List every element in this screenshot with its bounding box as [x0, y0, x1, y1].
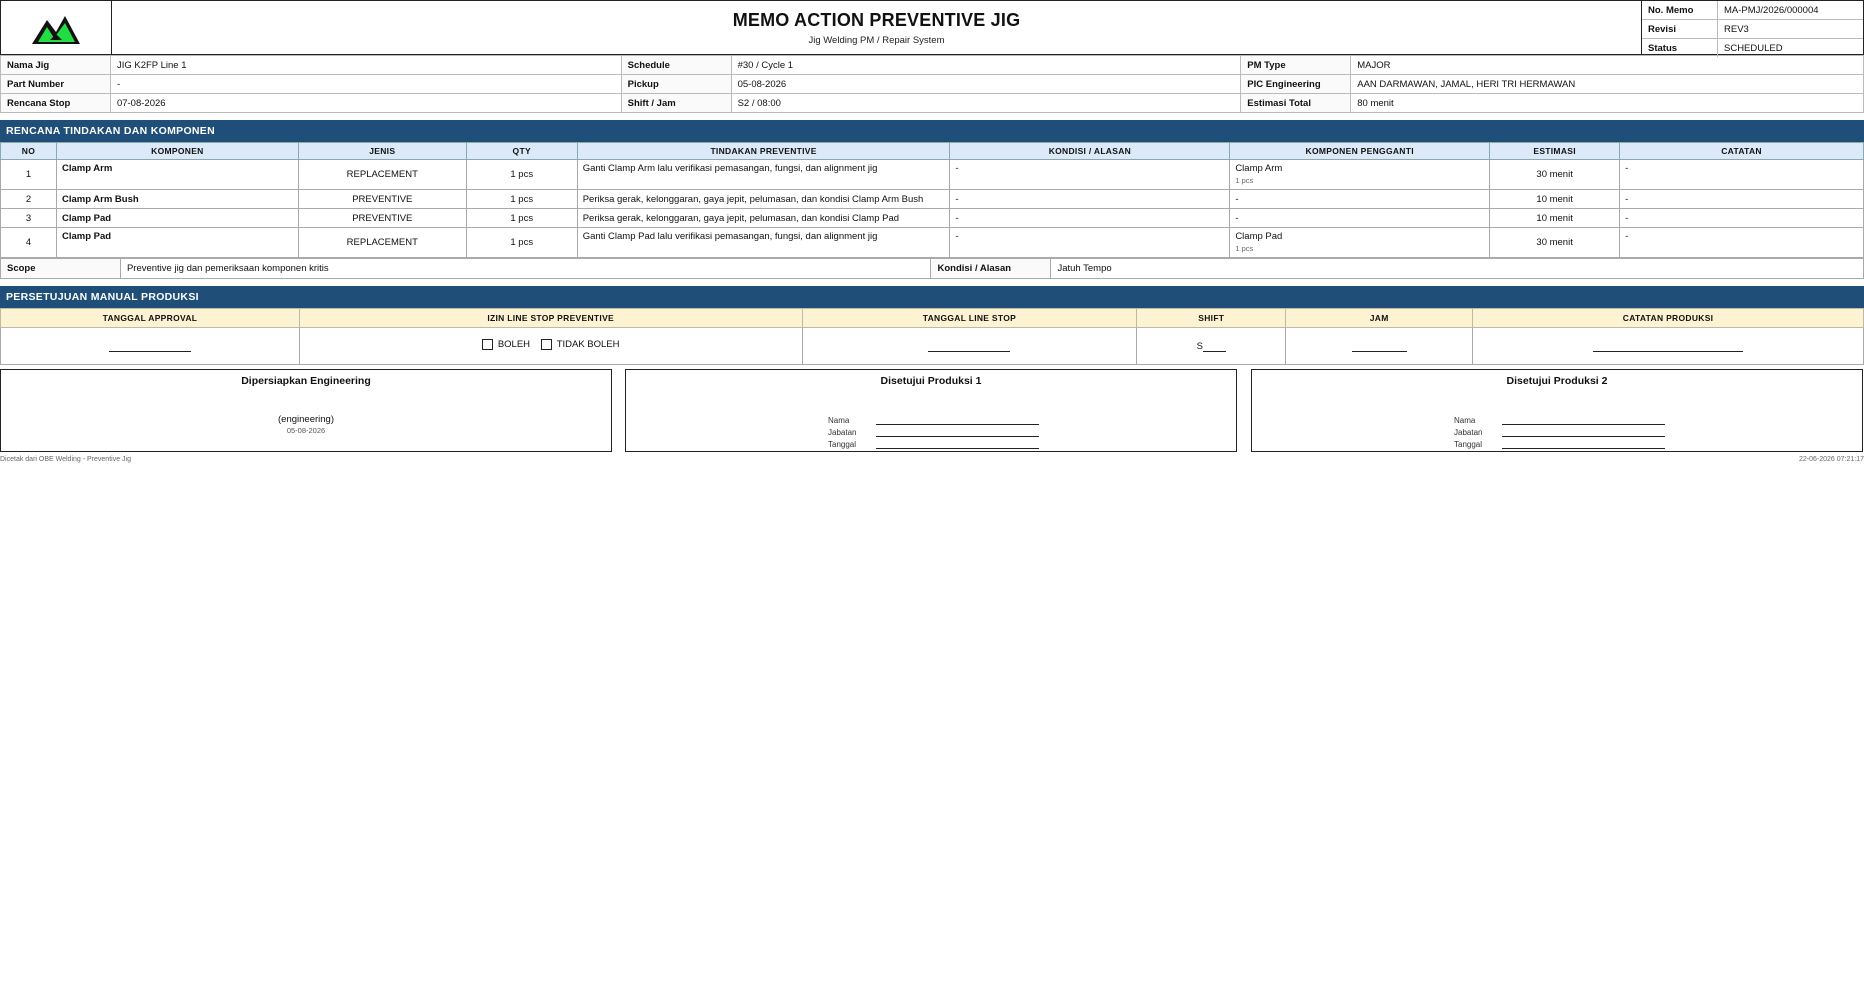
pengganti-name: Clamp Pad	[1235, 231, 1283, 242]
col-header: JENIS	[298, 143, 466, 160]
cell-catatan: -	[1620, 209, 1864, 228]
cell-pengganti: -	[1230, 190, 1490, 209]
approval-header-row	[1, 309, 1864, 328]
signature-field-row	[828, 437, 1039, 449]
approval-input-row	[1, 328, 1864, 365]
info-row	[1, 75, 1864, 94]
cell-no: 2	[1, 190, 57, 209]
cell-qty: 1 pcs	[466, 209, 577, 228]
col-header: CATATAN	[1620, 143, 1864, 160]
signature-field-row	[828, 425, 1039, 437]
info-value: -	[110, 75, 621, 94]
cell-no: 1	[1, 160, 57, 190]
logo-cell	[1, 1, 112, 54]
kondisi-label: Kondisi / Alasan	[931, 259, 1051, 279]
jabatan-label: Jabatan	[1454, 428, 1483, 437]
approval-table	[0, 308, 1864, 365]
info-label: Part Number	[1, 75, 111, 94]
cell-pengganti	[1230, 160, 1490, 190]
info-label: PM Type	[1241, 56, 1351, 75]
memo-revision-label: Revisi	[1642, 20, 1718, 39]
col-header: SHIFT	[1137, 309, 1286, 328]
scope-value: Preventive jig dan pemeriksaan komponen kritis	[120, 259, 931, 279]
memo-row-status	[1642, 39, 1863, 58]
col-header: ESTIMASI	[1490, 143, 1620, 160]
cell-kondisi: -	[950, 209, 1230, 228]
plan-header-row	[1, 143, 1864, 160]
info-value: AAN DARMAWAN, JAMAL, HERI TRI HERMAWAN	[1351, 75, 1864, 94]
scope-label: Scope	[1, 259, 121, 279]
tidak-boleh-option[interactable]	[541, 339, 620, 350]
cell-estimasi: 10 menit	[1490, 190, 1620, 209]
table-row	[1, 209, 1864, 228]
cell-komponen: Clamp Pad	[56, 228, 298, 258]
info-row	[1, 56, 1864, 75]
jabatan-line[interactable]	[876, 428, 1039, 437]
cell-kondisi: -	[950, 190, 1230, 209]
mountain-logo-icon	[30, 10, 82, 46]
tanggal-line[interactable]	[876, 440, 1039, 449]
col-header: JAM	[1286, 309, 1473, 328]
signature-area	[0, 369, 1864, 453]
jabatan-line[interactable]	[1502, 428, 1665, 437]
memo-status-label: Status	[1642, 39, 1718, 58]
col-header: NO	[1, 143, 57, 160]
signature-fields	[828, 413, 1039, 449]
col-header: TANGGAL LINE STOP	[802, 309, 1137, 328]
kondisi-value: Jatuh Tempo	[1051, 259, 1864, 279]
table-row	[1, 228, 1864, 258]
memo-meta-box	[1642, 1, 1863, 54]
signature-fields	[1454, 413, 1665, 449]
info-label: Nama Jig	[1, 56, 111, 75]
info-label: Estimasi Total	[1241, 94, 1351, 113]
title-cell	[112, 1, 1642, 54]
memo-header	[0, 0, 1864, 55]
tidak-boleh-label: TIDAK BOLEH	[556, 339, 620, 350]
info-value: 05-08-2026	[731, 75, 1241, 94]
info-value: 80 menit	[1351, 94, 1864, 113]
cell-qty: 1 pcs	[466, 228, 577, 258]
signature-title: Dipersiapkan Engineering	[241, 375, 371, 387]
cell-estimasi: 30 menit	[1490, 160, 1620, 190]
memo-number-value: MA-PMJ/2026/000004	[1718, 1, 1864, 20]
line-stop-date-cell	[802, 328, 1137, 365]
line-stop-permission-cell	[299, 328, 802, 365]
cell-tindakan: Periksa gerak, kelonggaran, gaya jepit, pelumasan, dan kondisi Clamp Arm Bush	[577, 190, 950, 209]
signature-title: Disetujui Produksi 2	[1506, 375, 1608, 387]
cell-komponen: Clamp Arm	[56, 160, 298, 190]
cell-tindakan: Ganti Clamp Pad lalu verifikasi pemasangan, fungsi, dan alignment jig	[577, 228, 950, 258]
pengganti-qty: 1 pcs	[1235, 176, 1254, 185]
info-value: S2 / 08:00	[731, 94, 1241, 113]
nama-line[interactable]	[1502, 416, 1665, 425]
signature-field-row	[1454, 413, 1665, 425]
cell-jenis: PREVENTIVE	[298, 209, 466, 228]
jabatan-label: Jabatan	[828, 428, 857, 437]
table-row	[1, 190, 1864, 209]
production-notes-field[interactable]	[1593, 341, 1743, 352]
tanggal-label: Tanggal	[828, 440, 857, 449]
cell-catatan: -	[1620, 190, 1864, 209]
cell-catatan: -	[1620, 160, 1864, 190]
pengganti-qty: 1 pcs	[1235, 244, 1254, 253]
cell-estimasi: 10 menit	[1490, 209, 1620, 228]
prepared-date: 05-08-2026	[286, 426, 326, 435]
info-value: MAJOR	[1351, 56, 1864, 75]
signature-box-produksi-2	[1251, 369, 1863, 452]
cell-tindakan: Ganti Clamp Arm lalu verifikasi pemasangan, fungsi, dan alignment jig	[577, 160, 950, 190]
info-label: Schedule	[621, 56, 731, 75]
scope-table	[0, 258, 1864, 279]
cell-jenis: REPLACEMENT	[298, 160, 466, 190]
memo-revision-value: REV3	[1718, 20, 1864, 39]
cell-catatan: -	[1620, 228, 1864, 258]
info-grid	[0, 55, 1864, 113]
page-title: MEMO ACTION PREVENTIVE JIG	[732, 10, 1021, 30]
cell-jenis: PREVENTIVE	[298, 190, 466, 209]
shift-field[interactable]	[1203, 341, 1226, 352]
cell-tindakan: Periksa gerak, kelonggaran, gaya jepit, pelumasan, dan kondisi Clamp Pad	[577, 209, 950, 228]
col-header: TINDAKAN PREVENTIVE	[577, 143, 950, 160]
memo-status-value: SCHEDULED	[1724, 42, 1783, 54]
col-header: QTY	[466, 143, 577, 160]
signature-box-produksi-1	[625, 369, 1237, 452]
info-label: Pickup	[621, 75, 731, 94]
cell-pengganti: -	[1230, 209, 1490, 228]
nama-line[interactable]	[876, 416, 1039, 425]
memo-number-label: No. Memo	[1642, 1, 1718, 20]
memo-row-number	[1642, 1, 1863, 20]
col-header: IZIN LINE STOP PREVENTIVE	[299, 309, 802, 328]
cell-jenis: REPLACEMENT	[298, 228, 466, 258]
info-value: #30 / Cycle 1	[731, 56, 1241, 75]
production-notes-cell	[1473, 328, 1864, 365]
info-row	[1, 94, 1864, 113]
signature-field-row	[828, 413, 1039, 425]
cell-pengganti	[1230, 228, 1490, 258]
signature-box-engineering	[0, 369, 612, 452]
cell-qty: 1 pcs	[466, 190, 577, 209]
footer-timestamp: 22-06-2026 07:21:17	[1799, 456, 1864, 463]
line-stop-date-field[interactable]	[928, 341, 1010, 352]
col-header: KOMPONEN PENGGANTI	[1230, 143, 1490, 160]
jam-field[interactable]	[1352, 341, 1407, 352]
memo-row-revision	[1642, 20, 1863, 39]
shift-prefix: S	[1196, 340, 1203, 352]
col-header: KONDISI / ALASAN	[950, 143, 1230, 160]
cell-kondisi: -	[950, 160, 1230, 190]
cell-komponen: Clamp Arm Bush	[56, 190, 298, 209]
plan-table	[0, 142, 1864, 258]
memo-document	[0, 0, 1864, 365]
signature-field-row	[1454, 437, 1665, 449]
pengganti-name: Clamp Arm	[1235, 163, 1283, 174]
col-header: KOMPONEN	[56, 143, 298, 160]
boleh-label: BOLEH	[497, 339, 531, 350]
approval-date-field[interactable]	[109, 341, 191, 352]
signature-title: Disetujui Produksi 1	[880, 375, 982, 387]
cell-no: 4	[1, 228, 57, 258]
approval-date-cell	[1, 328, 300, 365]
plan-section-title: RENCANA TINDAKAN DAN KOMPONEN	[0, 120, 1864, 142]
cell-qty: 1 pcs	[466, 160, 577, 190]
cell-kondisi: -	[950, 228, 1230, 258]
info-label: Shift / Jam	[621, 94, 731, 113]
boleh-checkbox[interactable]	[482, 339, 493, 350]
signature-field-row	[1454, 425, 1665, 437]
info-value: JIG K2FP Line 1	[110, 56, 621, 75]
footer-source: Dicetak dari OBE Welding - Preventive Jig	[0, 456, 131, 463]
cell-komponen: Clamp Pad	[56, 209, 298, 228]
prepared-by-name: (engineering)	[278, 414, 334, 425]
col-header: TANGGAL APPROVAL	[1, 309, 300, 328]
tidak-boleh-checkbox[interactable]	[541, 339, 552, 350]
tanggal-label: Tanggal	[1454, 440, 1483, 449]
nama-label: Nama	[828, 416, 850, 425]
page-subtitle: Jig Welding PM / Repair System	[808, 35, 945, 46]
info-label: Rencana Stop	[1, 94, 111, 113]
nama-label: Nama	[1454, 416, 1476, 425]
approval-section-title: PERSETUJUAN MANUAL PRODUKSI	[0, 286, 1864, 308]
cell-no: 3	[1, 209, 57, 228]
cell-estimasi: 30 menit	[1490, 228, 1620, 258]
tanggal-line[interactable]	[1502, 440, 1665, 449]
info-value: 07-08-2026	[110, 94, 621, 113]
table-row	[1, 160, 1864, 190]
col-header: CATATAN PRODUKSI	[1473, 309, 1864, 328]
boleh-option[interactable]	[482, 339, 530, 350]
scope-row	[1, 259, 1864, 279]
jam-cell	[1286, 328, 1473, 365]
shift-cell	[1137, 328, 1286, 365]
info-label: PIC Engineering	[1241, 75, 1351, 94]
